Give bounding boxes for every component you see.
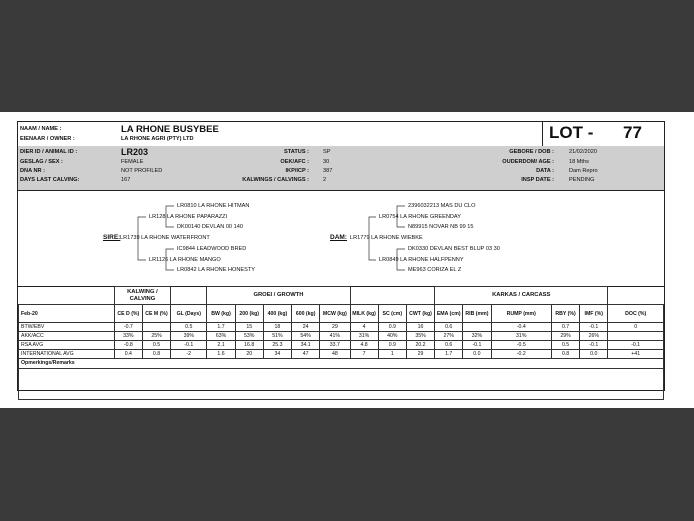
details-panel — [18, 146, 664, 191]
table-cell: 16 — [406, 323, 434, 332]
sex-value: FEMALE — [121, 159, 144, 165]
table-cell: 1.7 — [207, 323, 235, 332]
row-label: AKK/ACC — [19, 332, 115, 341]
age-value: 18 Mths — [569, 159, 589, 165]
remarks-row — [19, 359, 664, 369]
table-row — [19, 323, 664, 332]
oek-label: OEK/AFC : — [280, 159, 309, 165]
table-cell: 35% — [406, 332, 434, 341]
table-cell: -0.5 — [491, 341, 551, 350]
remarks-space-row — [19, 369, 664, 400]
calvings-value: 2 — [323, 177, 327, 183]
table-cell: 4 — [350, 323, 378, 332]
table-cell: 0.6 — [435, 341, 463, 350]
table-cell: -0.7 — [114, 323, 142, 332]
remarks-area — [19, 369, 664, 400]
row-label: INTERNATIONAL AVG — [19, 350, 115, 359]
unit-header: 600 (kg) — [292, 305, 320, 323]
table-cell: 1.7 — [435, 350, 463, 359]
oek-value: 30 — [323, 159, 330, 165]
sire-sire: LR128 LA RHONE PAPARAZZI — [149, 214, 228, 220]
ikp-value: 387 — [323, 168, 333, 174]
catalogue-sheet — [0, 112, 694, 408]
name-label: NAAM / NAME : — [20, 126, 62, 132]
dob-value: 21/02/2020 — [569, 149, 597, 155]
unit-header: 400 (kg) — [263, 305, 291, 323]
table-cell: 34.1 — [292, 341, 320, 350]
table-cell: 4.8 — [350, 341, 378, 350]
dna-label: DNA NR : — [20, 168, 45, 174]
growth-group-header: GROEI / GROWTH — [207, 287, 350, 305]
table-cell: 1.6 — [207, 350, 235, 359]
table-cell: 25% — [142, 332, 170, 341]
table-cell: -0.4 — [491, 323, 551, 332]
table-cell: -0.2 — [491, 350, 551, 359]
status-value: SP — [323, 149, 331, 155]
table-row — [19, 350, 664, 359]
table-cell: +41 — [608, 350, 664, 359]
table-cell: 2.1 — [207, 341, 235, 350]
table-cell: 7 — [350, 350, 378, 359]
dna-value: NOT PROFILED — [121, 168, 163, 174]
remarks-label: Opmerkings/Remarks — [19, 359, 664, 369]
table-cell: 27% — [435, 332, 463, 341]
insp-label: INSP DATE : — [521, 177, 554, 183]
table-cell: 25.3 — [263, 341, 291, 350]
table-cell: -0.1 — [580, 323, 608, 332]
table-cell: -0.8 — [114, 341, 142, 350]
lot-number: 77 — [623, 123, 642, 142]
unit-header: GL (Days) — [171, 305, 207, 323]
sex-label: GESLAG / SEX : — [20, 159, 63, 165]
table-cell: 33.7 — [320, 341, 350, 350]
row-label: RSA AVG — [19, 341, 115, 350]
row-label: BTW/EBV — [19, 323, 115, 332]
table-cell: 33% — [114, 332, 142, 341]
dam-label: DAM: — [330, 234, 347, 241]
animal-name: LA RHONE BUSYBEE — [121, 124, 219, 135]
calving-group-header: KALWING / CALVING — [114, 287, 170, 305]
unit-header: SC (cm) — [378, 305, 406, 323]
table-cell: 0.5 — [171, 323, 207, 332]
age-label: OUDERDOM/ AGE : — [502, 159, 554, 165]
dam-dam-sire: DK0330 DEVLAN BEST BLUP 03 30 — [408, 246, 500, 252]
performance-table — [18, 286, 664, 400]
period-cell: Feb-20 — [19, 305, 115, 323]
table-row — [19, 341, 664, 350]
table-cell — [608, 332, 664, 341]
sire-sire-sire: LR0810 LA RHONE HITMAN — [177, 203, 250, 209]
table-cell: 26% — [580, 332, 608, 341]
table-cell: 18 — [263, 323, 291, 332]
table-cell: 63% — [207, 332, 235, 341]
sire-sire-dam: DK00140 DEVLAN 00 140 — [177, 224, 243, 230]
animal-id-label: DIER ID / ANIMAL ID : — [20, 149, 78, 155]
dlc-label: DAYS LAST CALVING: — [20, 177, 80, 183]
unit-header: MILK (kg) — [350, 305, 378, 323]
animal-id: LR203 — [121, 147, 149, 157]
unit-header: MCW (kg) — [320, 305, 350, 323]
ikp-label: IKP/ICP : — [285, 168, 309, 174]
table-cell: 0.5 — [142, 341, 170, 350]
table-cell: 48 — [320, 350, 350, 359]
unit-header: RBY (%) — [551, 305, 579, 323]
carcass-group-header: KARKAS / CARCASS — [435, 287, 608, 305]
unit-header: IMF (%) — [580, 305, 608, 323]
table-cell: 0.6 — [435, 323, 463, 332]
sire-dam-sire: IC9844 LEADWOOD BRED — [177, 246, 247, 252]
sire-dam-dam: LR0842 LA RHONE HONESTY — [177, 267, 256, 273]
table-cell: 31% — [350, 332, 378, 341]
data-value: Dam Repro — [569, 168, 598, 174]
dob-label: GEBORE / DOB : — [509, 149, 554, 155]
insp-value: PENDING — [569, 177, 595, 183]
table-cell: 0.7 — [551, 323, 579, 332]
table-cell: 16.8 — [235, 341, 263, 350]
table-cell: 39% — [171, 332, 207, 341]
table-cell: 29 — [320, 323, 350, 332]
table-cell: 0.9 — [378, 341, 406, 350]
table-cell: 51% — [263, 332, 291, 341]
unit-header: CWT (kg) — [406, 305, 434, 323]
table-cell — [142, 323, 170, 332]
dlc-value: 167 — [121, 177, 131, 183]
lot-card — [17, 121, 665, 391]
table-cell: 15 — [235, 323, 263, 332]
dam-to-dd-line — [369, 238, 376, 260]
table-cell: 34 — [263, 350, 291, 359]
table-cell: 0.9 — [378, 323, 406, 332]
lot-label: LOT - — [549, 123, 594, 142]
unit-header: CE M (%) — [142, 305, 170, 323]
unit-header: RUMP (mm) — [491, 305, 551, 323]
unit-header: RIB (mm) — [463, 305, 491, 323]
dam-sire-sire: 2396032213 MAS DU CLO — [408, 203, 476, 209]
table-cell: 31% — [491, 332, 551, 341]
table-cell: 54% — [292, 332, 320, 341]
table-row — [19, 332, 664, 341]
calvings-label: KALWINGS / CALVINGS : — [242, 177, 309, 183]
sire-name: LR1739 LA RHONE WATERFRONT — [120, 235, 210, 241]
table-cell: 0.0 — [580, 350, 608, 359]
table-cell: -0.1 — [463, 341, 491, 350]
table-cell: 0.8 — [142, 350, 170, 359]
unit-header-row — [19, 305, 664, 323]
owner-name: LA RHONE AGRI (PTY) LTD — [121, 136, 194, 142]
table-cell: 0.4 — [114, 350, 142, 359]
unit-header: EMA (cm) — [435, 305, 463, 323]
pedigree-panel — [18, 190, 664, 287]
unit-header: BW (kg) — [207, 305, 235, 323]
unit-header: DOC (%) — [608, 305, 664, 323]
table-cell: 29 — [406, 350, 434, 359]
table-cell: 29% — [551, 332, 579, 341]
table-cell: 0.5 — [551, 341, 579, 350]
card-header — [18, 122, 664, 147]
table-cell: -0.1 — [580, 341, 608, 350]
unit-header: CE D (%) — [114, 305, 142, 323]
performance-rows — [19, 323, 664, 359]
lot-box — [542, 122, 667, 146]
table-cell: 1 — [378, 350, 406, 359]
table-cell: -0.1 — [171, 341, 207, 350]
table-cell: 0 — [608, 323, 664, 332]
table-cell: 41% — [320, 332, 350, 341]
table-cell: 0.0 — [463, 350, 491, 359]
table-cell: 32% — [463, 332, 491, 341]
status-label: STATUS : — [284, 149, 309, 155]
table-cell: -0.1 — [608, 341, 664, 350]
table-cell: 0.8 — [551, 350, 579, 359]
data-label: DATA : — [536, 168, 554, 174]
table-cell: 53% — [235, 332, 263, 341]
unit-header: 200 (kg) — [235, 305, 263, 323]
table-cell: 24 — [292, 323, 320, 332]
table-cell — [463, 323, 491, 332]
group-header-row — [19, 287, 664, 305]
owner-label: EIENAAR / OWNER : — [20, 136, 75, 142]
table-cell: 20 — [235, 350, 263, 359]
dam-sire-dam: N89915 NOVAR NB 99 15 — [408, 224, 474, 230]
sire-to-sd-line — [138, 238, 146, 260]
table-cell: -2 — [171, 350, 207, 359]
table-cell: 47 — [292, 350, 320, 359]
dam-dam: LR0849 LA RHONE HALFPENNY — [379, 257, 464, 263]
sire-dam: LR1126 LA RHONE MANGO — [149, 257, 221, 263]
dam-sire: LR0754 LA RHONE GREENDAY — [379, 214, 461, 220]
dam-name: LR1779 LA RHONE WIEBKE — [350, 235, 423, 241]
table-cell: 20.2 — [406, 341, 434, 350]
sire-label: SIRE: — [103, 234, 121, 241]
table-cell: 40% — [378, 332, 406, 341]
dam-dam-dam: ME963 CORIZA EL Z — [408, 267, 462, 273]
